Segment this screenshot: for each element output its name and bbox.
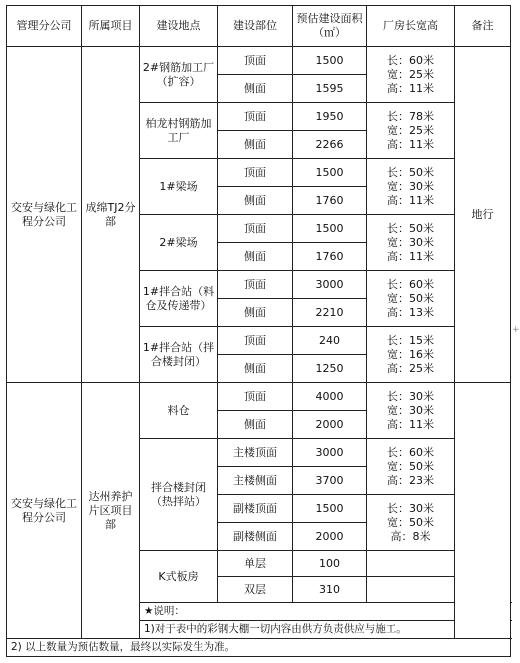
area-cell: 1950 bbox=[293, 103, 367, 131]
dims-cell-empty bbox=[367, 577, 455, 603]
dim-width: 宽：50米 bbox=[387, 291, 434, 305]
area-cell: 1760 bbox=[293, 243, 367, 271]
area-cell: 3000 bbox=[293, 271, 367, 299]
dim-length: 长：30米 bbox=[387, 389, 434, 403]
part-cell: 顶面 bbox=[218, 159, 293, 187]
dims-cell bbox=[367, 383, 455, 439]
table-row bbox=[7, 47, 511, 75]
dims-cell bbox=[367, 271, 455, 327]
site-cell: 拌合楼封闭（热拌站） bbox=[140, 439, 218, 551]
notes-title: ★说明： bbox=[140, 603, 511, 621]
dims-cell bbox=[367, 103, 455, 159]
area-cell: 1500 bbox=[293, 215, 367, 243]
part-cell: 侧面 bbox=[218, 299, 293, 327]
dim-length: 长：78米 bbox=[387, 109, 434, 123]
company-cell: 交安与绿化工程分公司 bbox=[7, 383, 82, 639]
header-area: 预估建设面积（㎡） bbox=[293, 6, 367, 47]
area-cell: 100 bbox=[293, 551, 367, 577]
notes-line-1: 1)对于表中的彩钢大棚一切内容由供方负责供应与施工。 bbox=[140, 621, 511, 639]
dim-height: 高：11米 bbox=[387, 193, 434, 207]
part-cell: 顶面 bbox=[218, 271, 293, 299]
part-cell: 主楼侧面 bbox=[218, 467, 293, 495]
dim-height: 高：13米 bbox=[387, 305, 434, 319]
dim-length: 长：15米 bbox=[387, 333, 434, 347]
area-cell: 1500 bbox=[293, 495, 367, 523]
part-cell: 双层 bbox=[218, 577, 293, 603]
table-resize-handle[interactable]: + bbox=[512, 325, 520, 335]
header-company: 管理分公司 bbox=[7, 6, 82, 47]
header-site: 建设地点 bbox=[140, 6, 218, 47]
dim-width: 宽：25米 bbox=[387, 67, 434, 81]
header-row bbox=[7, 6, 511, 47]
dim-height: 高：11米 bbox=[387, 81, 434, 95]
dim-height: 高：23米 bbox=[387, 473, 434, 487]
part-cell: 顶面 bbox=[218, 103, 293, 131]
dims-cell-empty bbox=[367, 551, 455, 577]
area-cell: 4000 bbox=[293, 383, 367, 411]
dim-width: 宽：30米 bbox=[387, 403, 434, 417]
part-cell: 侧面 bbox=[218, 411, 293, 439]
dim-length: 长：30米 bbox=[387, 501, 434, 515]
area-cell: 1760 bbox=[293, 187, 367, 215]
part-cell: 侧面 bbox=[218, 131, 293, 159]
dim-width: 宽：50米 bbox=[387, 459, 434, 473]
part-cell: 顶面 bbox=[218, 215, 293, 243]
area-cell: 310 bbox=[293, 577, 367, 603]
header-part: 建设部位 bbox=[218, 6, 293, 47]
header-remark: 备注 bbox=[455, 6, 511, 47]
site-cell: 2#梁场 bbox=[140, 215, 218, 271]
site-cell: 料仓 bbox=[140, 383, 218, 439]
dim-length: 长：60米 bbox=[387, 277, 434, 291]
part-cell: 顶面 bbox=[218, 47, 293, 75]
dim-height: 高：25米 bbox=[387, 361, 434, 375]
remark-cell: 地行 bbox=[455, 47, 511, 383]
part-cell: 侧面 bbox=[218, 187, 293, 215]
area-cell: 1500 bbox=[293, 159, 367, 187]
dims-cell bbox=[367, 215, 455, 271]
remark-cell-empty bbox=[455, 383, 511, 639]
area-cell: 1500 bbox=[293, 47, 367, 75]
header-dimensions: 厂房长宽高 bbox=[367, 6, 455, 47]
dims-cell bbox=[367, 495, 455, 551]
dims-cell bbox=[367, 439, 455, 495]
dim-width: 宽：16米 bbox=[387, 347, 434, 361]
dim-width: 宽：30米 bbox=[387, 179, 434, 193]
dims-cell bbox=[367, 47, 455, 103]
area-cell: 3700 bbox=[293, 467, 367, 495]
dim-length: 长：60米 bbox=[387, 445, 434, 459]
site-cell: 柏龙村钢筋加工厂 bbox=[140, 103, 218, 159]
project-cell: 达州养护片区项目部 bbox=[82, 383, 140, 639]
notes-line-2: 2) 以上数量为预估数量，最终以实际发生为准。 bbox=[7, 639, 511, 657]
site-cell: 1#拌合站（料仓及传递带） bbox=[140, 271, 218, 327]
dim-length: 长：60米 bbox=[387, 53, 434, 67]
table-row bbox=[7, 383, 511, 411]
dims-cell bbox=[367, 159, 455, 215]
site-cell: 1#拌合站（拌合楼封闭） bbox=[140, 327, 218, 383]
dim-length: 长：50米 bbox=[387, 165, 434, 179]
dim-width: 宽：30米 bbox=[387, 235, 434, 249]
area-cell: 1595 bbox=[293, 75, 367, 103]
area-cell: 240 bbox=[293, 327, 367, 355]
area-cell: 2210 bbox=[293, 299, 367, 327]
company-cell: 交安与绿化工程分公司 bbox=[7, 47, 82, 383]
dims-cell bbox=[367, 327, 455, 383]
header-project: 所属项目 bbox=[82, 6, 140, 47]
dim-height: 高：11米 bbox=[387, 417, 434, 431]
area-cell: 3000 bbox=[293, 439, 367, 467]
part-cell: 侧面 bbox=[218, 243, 293, 271]
site-cell: 1#梁场 bbox=[140, 159, 218, 215]
part-cell: 侧面 bbox=[218, 75, 293, 103]
area-cell: 1250 bbox=[293, 355, 367, 383]
part-cell: 顶面 bbox=[218, 327, 293, 355]
part-cell: 顶面 bbox=[218, 383, 293, 411]
area-cell: 2000 bbox=[293, 411, 367, 439]
part-cell: 单层 bbox=[218, 551, 293, 577]
part-cell: 主楼顶面 bbox=[218, 439, 293, 467]
part-cell: 副楼顶面 bbox=[218, 495, 293, 523]
part-cell: 侧面 bbox=[218, 355, 293, 383]
project-cell: 成绵TJ2分部 bbox=[82, 47, 140, 383]
dim-height: 高：11米 bbox=[387, 249, 434, 263]
dim-height: 高：11米 bbox=[387, 137, 434, 151]
notes-row bbox=[7, 639, 511, 657]
dim-width: 宽：25米 bbox=[387, 123, 434, 137]
site-table bbox=[6, 5, 511, 657]
dim-width: 宽：50米 bbox=[387, 515, 434, 529]
site-cell: 2#钢筋加工厂（扩容） bbox=[140, 47, 218, 103]
site-cell: K式板房 bbox=[140, 551, 218, 603]
area-cell: 2000 bbox=[293, 523, 367, 551]
dim-length: 长：50米 bbox=[387, 221, 434, 235]
area-cell: 2266 bbox=[293, 131, 367, 159]
dim-height: 高：8米 bbox=[390, 529, 431, 543]
part-cell: 副楼侧面 bbox=[218, 523, 293, 551]
